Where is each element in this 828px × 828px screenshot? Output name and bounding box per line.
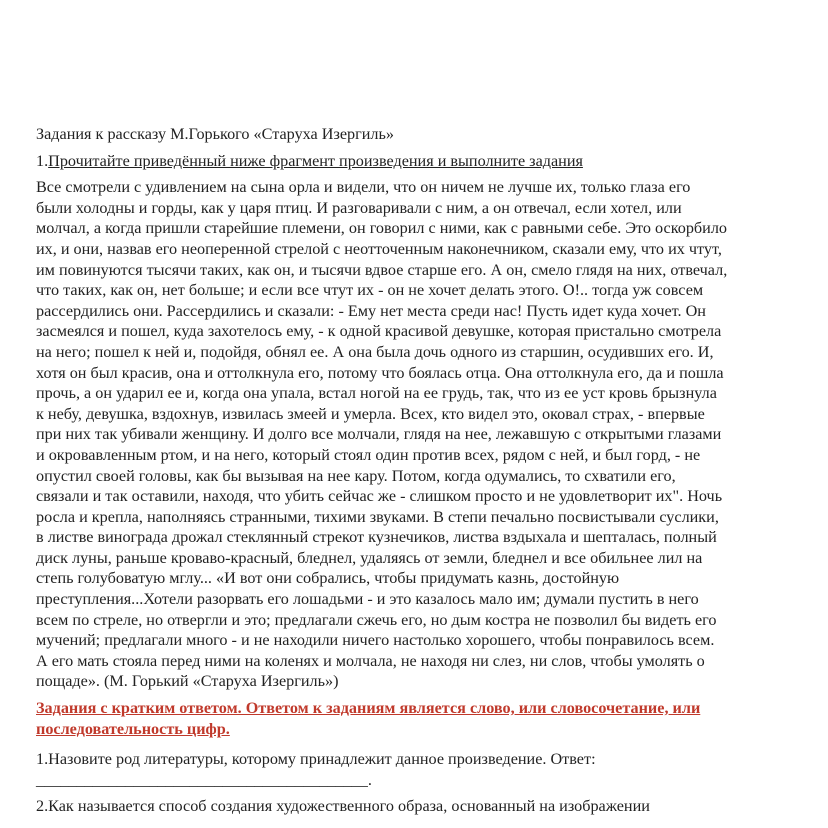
document-page	[36, 124, 796, 823]
excerpt-line: прочь, а он ударил ее и, когда она упала, встал ногой на ее грудь, так, что из ее уст кровь брызнула	[36, 384, 717, 403]
excerpt-line: при них так убивали женщину. И долго все молчали, глядя на нее, лежавшую с открытыми глазами	[36, 425, 722, 444]
excerpt-line: степь голубоватую мглу... «И вот они собрались, чтобы придумать казнь, достойную	[36, 569, 620, 588]
excerpt-line: Все смотрели с удивлением на сына орла и видели, что он ничем не лучше их, только глаза его	[36, 178, 691, 197]
excerpt-line: в листве винограда дрожал стеклянный стрекот кузнечиков, листва вздыхала и шепталась, полный	[36, 528, 717, 547]
excerpt-line: им повинуются тысячи таких, как он, и тысячи вдвое старше его. А он, смело глядя на них, отвечал,	[36, 260, 728, 279]
excerpt-line: диск луны, раньше кроваво-красный, бледнел, удаляясь от земли, бледнел и все обильнее лил на	[36, 548, 703, 567]
excerpt-line: к небу, девушка, вздохнув, извилась змеей и умерла. Всех, кто видел это, оковал страх, - впервые	[36, 404, 705, 423]
excerpt-line: на него; пошел к ней и, подойдя, обнял ее. А она была дочь одного из старшин, осудивших его. И,	[36, 342, 714, 361]
excerpt-line: что таких, как он, нет больше; и если все чтут их - он не хочет делать этого. О!.. тогда уж совсем	[36, 281, 704, 300]
question-1-text: 1.Назовите род литературы, которому принадлежит данное произведение. Ответ:	[36, 750, 596, 769]
excerpt-line: А его мать стояла перед ними на коленях и молчала, не находя ни слез, ни слов, чтобы умолять о	[36, 651, 705, 670]
excerpt-line: росла и крепла, наполняясь странными, тихими звуками. В степи печально посвистывали суслики,	[36, 507, 719, 526]
excerpt-line: преступления...Хотели разорвать его лошадьми - и это казалось мало им; думали пустить в него	[36, 590, 699, 609]
task-1-number: 1.	[36, 151, 49, 170]
page-title: Задания к рассказу М.Горького «Старуха Изергиль»	[36, 125, 394, 143]
short-answer-heading-line: Задания с кратким ответом. Ответом к заданиям является слово, или словосочетание, или	[36, 699, 701, 718]
excerpt-line: опустил своей головы, как бы вызывая на нее кару. Потом, когда одумались, то схватили его,	[36, 466, 676, 485]
question-1	[36, 749, 796, 790]
task-1-heading	[36, 151, 796, 172]
excerpt-line: всем по стреле, но отвергли и это; предлагали сжечь его, но дым костра не позволил бы видеть его	[36, 610, 717, 629]
question-1-answer-blank[interactable]: _________________________________________.	[36, 770, 372, 789]
short-answer-heading	[36, 698, 796, 739]
question-2	[36, 796, 796, 817]
excerpt-line: связали и так оставили, находя, что убить сейчас же - слишком просто и не удовлетворит их". Ночь	[36, 487, 723, 506]
short-answer-heading-line: последовательность цифр.	[36, 719, 230, 738]
excerpt-line: засмеялся и пошел, куда захотелось ему, - к одной красивой девушке, которая пристально смотрела	[36, 322, 722, 341]
excerpt-line: их, и они, назвав его неоперенной стрелой с неотточенным наконечником, сказали ему, что их чтут,	[36, 239, 722, 258]
excerpt-line: молчал, а когда пришли старейшие племени, он говорил с ними, как с равными себе. Это оскорбило	[36, 219, 727, 238]
excerpt-line: пощаде». (М. Горький «Старуха Изергиль»)	[36, 672, 339, 691]
excerpt-line: хотя он был красив, она и оттолкнула его, потому что боялась отца. Она оттолкнула его, да и пошла	[36, 363, 724, 382]
excerpt-line: мучений; предлагали много - и не находили ничего настолько хорошего, чтобы понравилось всем.	[36, 631, 715, 650]
excerpt-line: рассердились они. Рассердились и сказали: - Ему нет места среди нас! Пусть идет куда хочет. Он	[36, 301, 706, 320]
task-1-text: Прочитайте приведённый ниже фрагмент произведения и выполните задания	[48, 151, 583, 170]
excerpt-line: были холодны и горды, как у царя птиц. И разговаривали с ним, а он отвечал, если хотел, или	[36, 198, 682, 217]
story-excerpt	[36, 177, 796, 692]
excerpt-line: и окровавленным ртом, и на него, который стоял один против всех, рядом с ней, и был горд, - не	[36, 445, 701, 464]
question-2-text: 2.Как называется способ создания художественного образа, основанный на изображении	[36, 797, 650, 816]
